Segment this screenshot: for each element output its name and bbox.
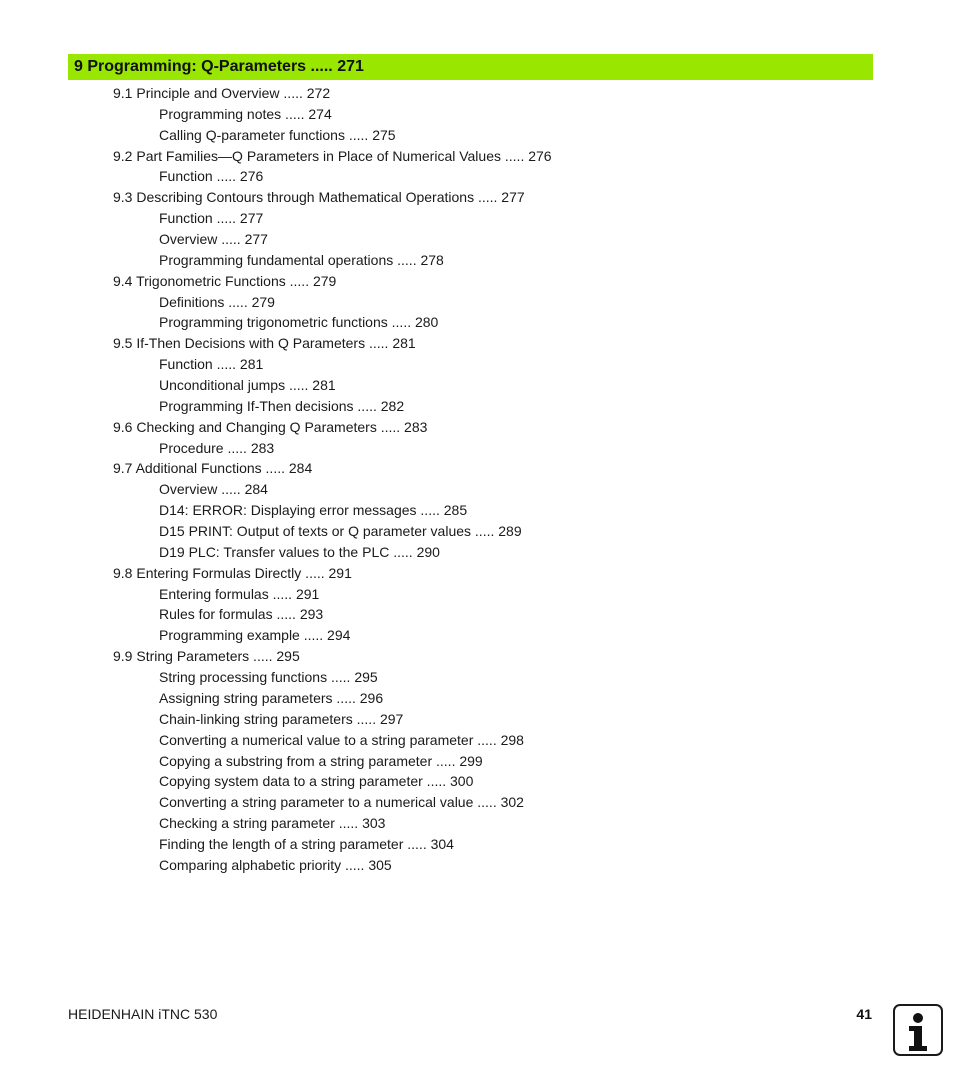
toc-section-entry[interactable]: 9.6 Checking and Changing Q Parameters ..... 283: [113, 418, 428, 435]
toc-subsection-entry[interactable]: Overview ..... 277: [159, 231, 268, 248]
toc-subsection-entry[interactable]: String processing functions ..... 295: [159, 669, 378, 686]
chapter-title[interactable]: 9 Programming: Q-Parameters ..... 271: [74, 58, 364, 75]
toc-section-entry[interactable]: 9.3 Describing Contours through Mathematical Operations ..... 277: [113, 189, 525, 206]
toc-section-entry[interactable]: 9.9 String Parameters ..... 295: [113, 648, 300, 665]
toc-subsection-entry[interactable]: Function ..... 281: [159, 356, 264, 373]
toc-subsection-entry[interactable]: Unconditional jumps ..... 281: [159, 377, 336, 394]
footer-product-name: HEIDENHAIN iTNC 530: [68, 1006, 218, 1022]
toc-subsection-entry[interactable]: Entering formulas ..... 291: [159, 585, 320, 602]
info-icon: [893, 1004, 943, 1056]
table-of-contents: [0, 83, 954, 876]
toc-subsection-entry[interactable]: Copying system data to a string parameter ..... 300: [159, 773, 474, 790]
toc-section-entry[interactable]: 9.8 Entering Formulas Directly ..... 291: [113, 564, 352, 581]
toc-subsection-entry[interactable]: Comparing alphabetic priority ..... 305: [159, 856, 392, 873]
toc-subsection-entry[interactable]: Programming example ..... 294: [159, 627, 351, 644]
toc-section-entry[interactable]: 9.1 Principle and Overview ..... 272: [113, 85, 331, 101]
toc-subsection-entry[interactable]: Procedure ..... 283: [159, 439, 275, 456]
toc-subsection-entry[interactable]: D15 PRINT: Output of texts or Q parameter values ..... 289: [159, 523, 522, 540]
toc-subsection-entry[interactable]: Calling Q-parameter functions ..... 275: [159, 126, 396, 143]
toc-subsection-entry[interactable]: D14: ERROR: Displaying error messages ..... 285: [159, 502, 468, 519]
toc-subsection-entry[interactable]: Overview ..... 284: [159, 481, 268, 498]
chapter-header-bar: [68, 54, 873, 80]
toc-subsection-entry[interactable]: Function ..... 276: [159, 168, 264, 185]
toc-subsection-entry[interactable]: Copying a substring from a string parameter ..... 299: [159, 752, 483, 769]
toc-section-entry[interactable]: 9.2 Part Families—Q Parameters in Place of Numerical Values ..... 276: [113, 147, 552, 164]
toc-subsection-entry[interactable]: Finding the length of a string parameter ..... 304: [159, 835, 454, 852]
toc-subsection-entry[interactable]: Definitions ..... 279: [159, 293, 275, 310]
toc-section-entry[interactable]: 9.4 Trigonometric Functions ..... 279: [113, 272, 337, 289]
toc-subsection-entry[interactable]: Checking a string parameter ..... 303: [159, 815, 386, 832]
toc-subsection-entry[interactable]: Converting a string parameter to a numerical value ..... 302: [159, 794, 524, 811]
toc-subsection-entry[interactable]: Assigning string parameters ..... 296: [159, 689, 384, 706]
toc-subsection-entry[interactable]: Function ..... 277: [159, 210, 264, 227]
toc-subsection-entry[interactable]: D19 PLC: Transfer values to the PLC ..... 290: [159, 543, 440, 560]
toc-section-entry[interactable]: 9.7 Additional Functions ..... 284: [113, 460, 313, 477]
toc-subsection-entry[interactable]: Programming If-Then decisions ..... 282: [159, 397, 405, 414]
toc-subsection-entry[interactable]: Rules for formulas ..... 293: [159, 606, 324, 623]
toc-subsection-entry[interactable]: Converting a numerical value to a string parameter ..... 298: [159, 731, 524, 748]
toc-subsection-entry[interactable]: Programming fundamental operations ..... 278: [159, 251, 444, 268]
toc-section-entry[interactable]: 9.5 If-Then Decisions with Q Parameters ..... 281: [113, 335, 416, 352]
toc-subsection-entry[interactable]: Programming trigonometric functions ..... 280: [159, 314, 439, 331]
page-number: 41: [856, 1006, 872, 1022]
toc-subsection-entry[interactable]: Programming notes ..... 274: [159, 105, 332, 122]
toc-subsection-entry[interactable]: Chain-linking string parameters ..... 297: [159, 710, 404, 727]
